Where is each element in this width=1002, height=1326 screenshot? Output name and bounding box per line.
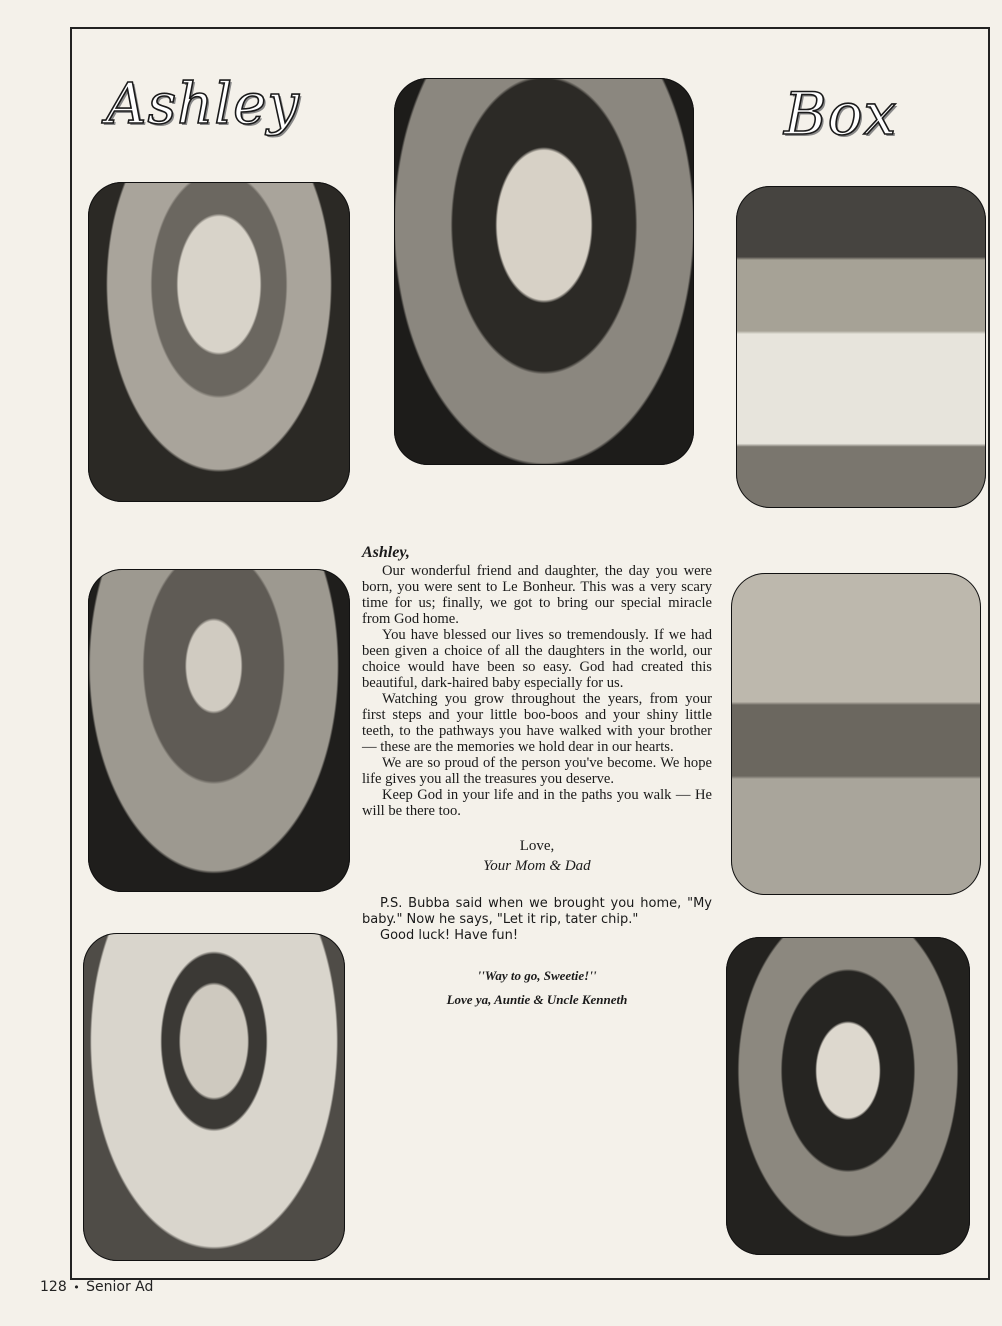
photo-child-portrait bbox=[88, 182, 350, 502]
note-line: ''Way to go, Sweetie!'' bbox=[477, 968, 597, 983]
photo-senior-portrait bbox=[394, 78, 694, 465]
letter-paragraph: You have blessed our lives so tremendously. If we had been given a choice of all the daughters in the world, our choice would have been so easy. God had created this beautiful, dark-haired baby especially for us. bbox=[362, 627, 712, 691]
photo-girl-white-dress bbox=[736, 186, 986, 508]
title-first-name: Ashley bbox=[106, 72, 300, 137]
note-line: Love ya, Auntie & Uncle Kenneth bbox=[446, 992, 628, 1007]
letter-from: Your Mom & Dad bbox=[483, 858, 591, 874]
page-number: 128 bbox=[40, 1279, 67, 1295]
photo-graduation-portrait bbox=[726, 937, 970, 1255]
photo-toddler-lace-dress bbox=[83, 933, 345, 1261]
footer-bullet: • bbox=[73, 1281, 80, 1294]
letter-paragraph: Keep God in your life and in the paths you walk — He will be there too. bbox=[362, 787, 712, 819]
letter-closing: Love, bbox=[519, 838, 555, 854]
letter-paragraph: Our wonderful friend and daughter, the day you were born, you were sent to Le Bonheur. This was a very scary time for us; finally, we got to bring our special miracle from God home. bbox=[362, 563, 712, 627]
letter-signoff bbox=[362, 836, 712, 876]
section-name: Senior Ad bbox=[86, 1279, 154, 1295]
title-last-name: Box bbox=[784, 80, 898, 148]
letter bbox=[362, 545, 712, 1012]
page-footer bbox=[40, 1279, 153, 1295]
postscript-line: P.S. Bubba said when we brought you home, "My baby." Now he says, "Let it rip, tater chip." bbox=[362, 896, 712, 927]
letter-paragraph: We are so proud of the person you've become. We hope life gives you all the treasures you deserve. bbox=[362, 755, 712, 787]
letter-salutation: Ashley, bbox=[362, 544, 410, 561]
photo-siblings bbox=[88, 569, 350, 892]
postscript bbox=[362, 896, 712, 944]
photo-children-walking bbox=[731, 573, 981, 895]
aunt-uncle-note bbox=[362, 964, 712, 1012]
letter-paragraph: Watching you grow throughout the years, from your first steps and your little boo-boos and your shiny little teeth, to the pathways you have walked with your brother — these are the memories we hold dear in our hearts. bbox=[362, 691, 712, 755]
postscript-line: Good luck! Have fun! bbox=[380, 928, 519, 943]
